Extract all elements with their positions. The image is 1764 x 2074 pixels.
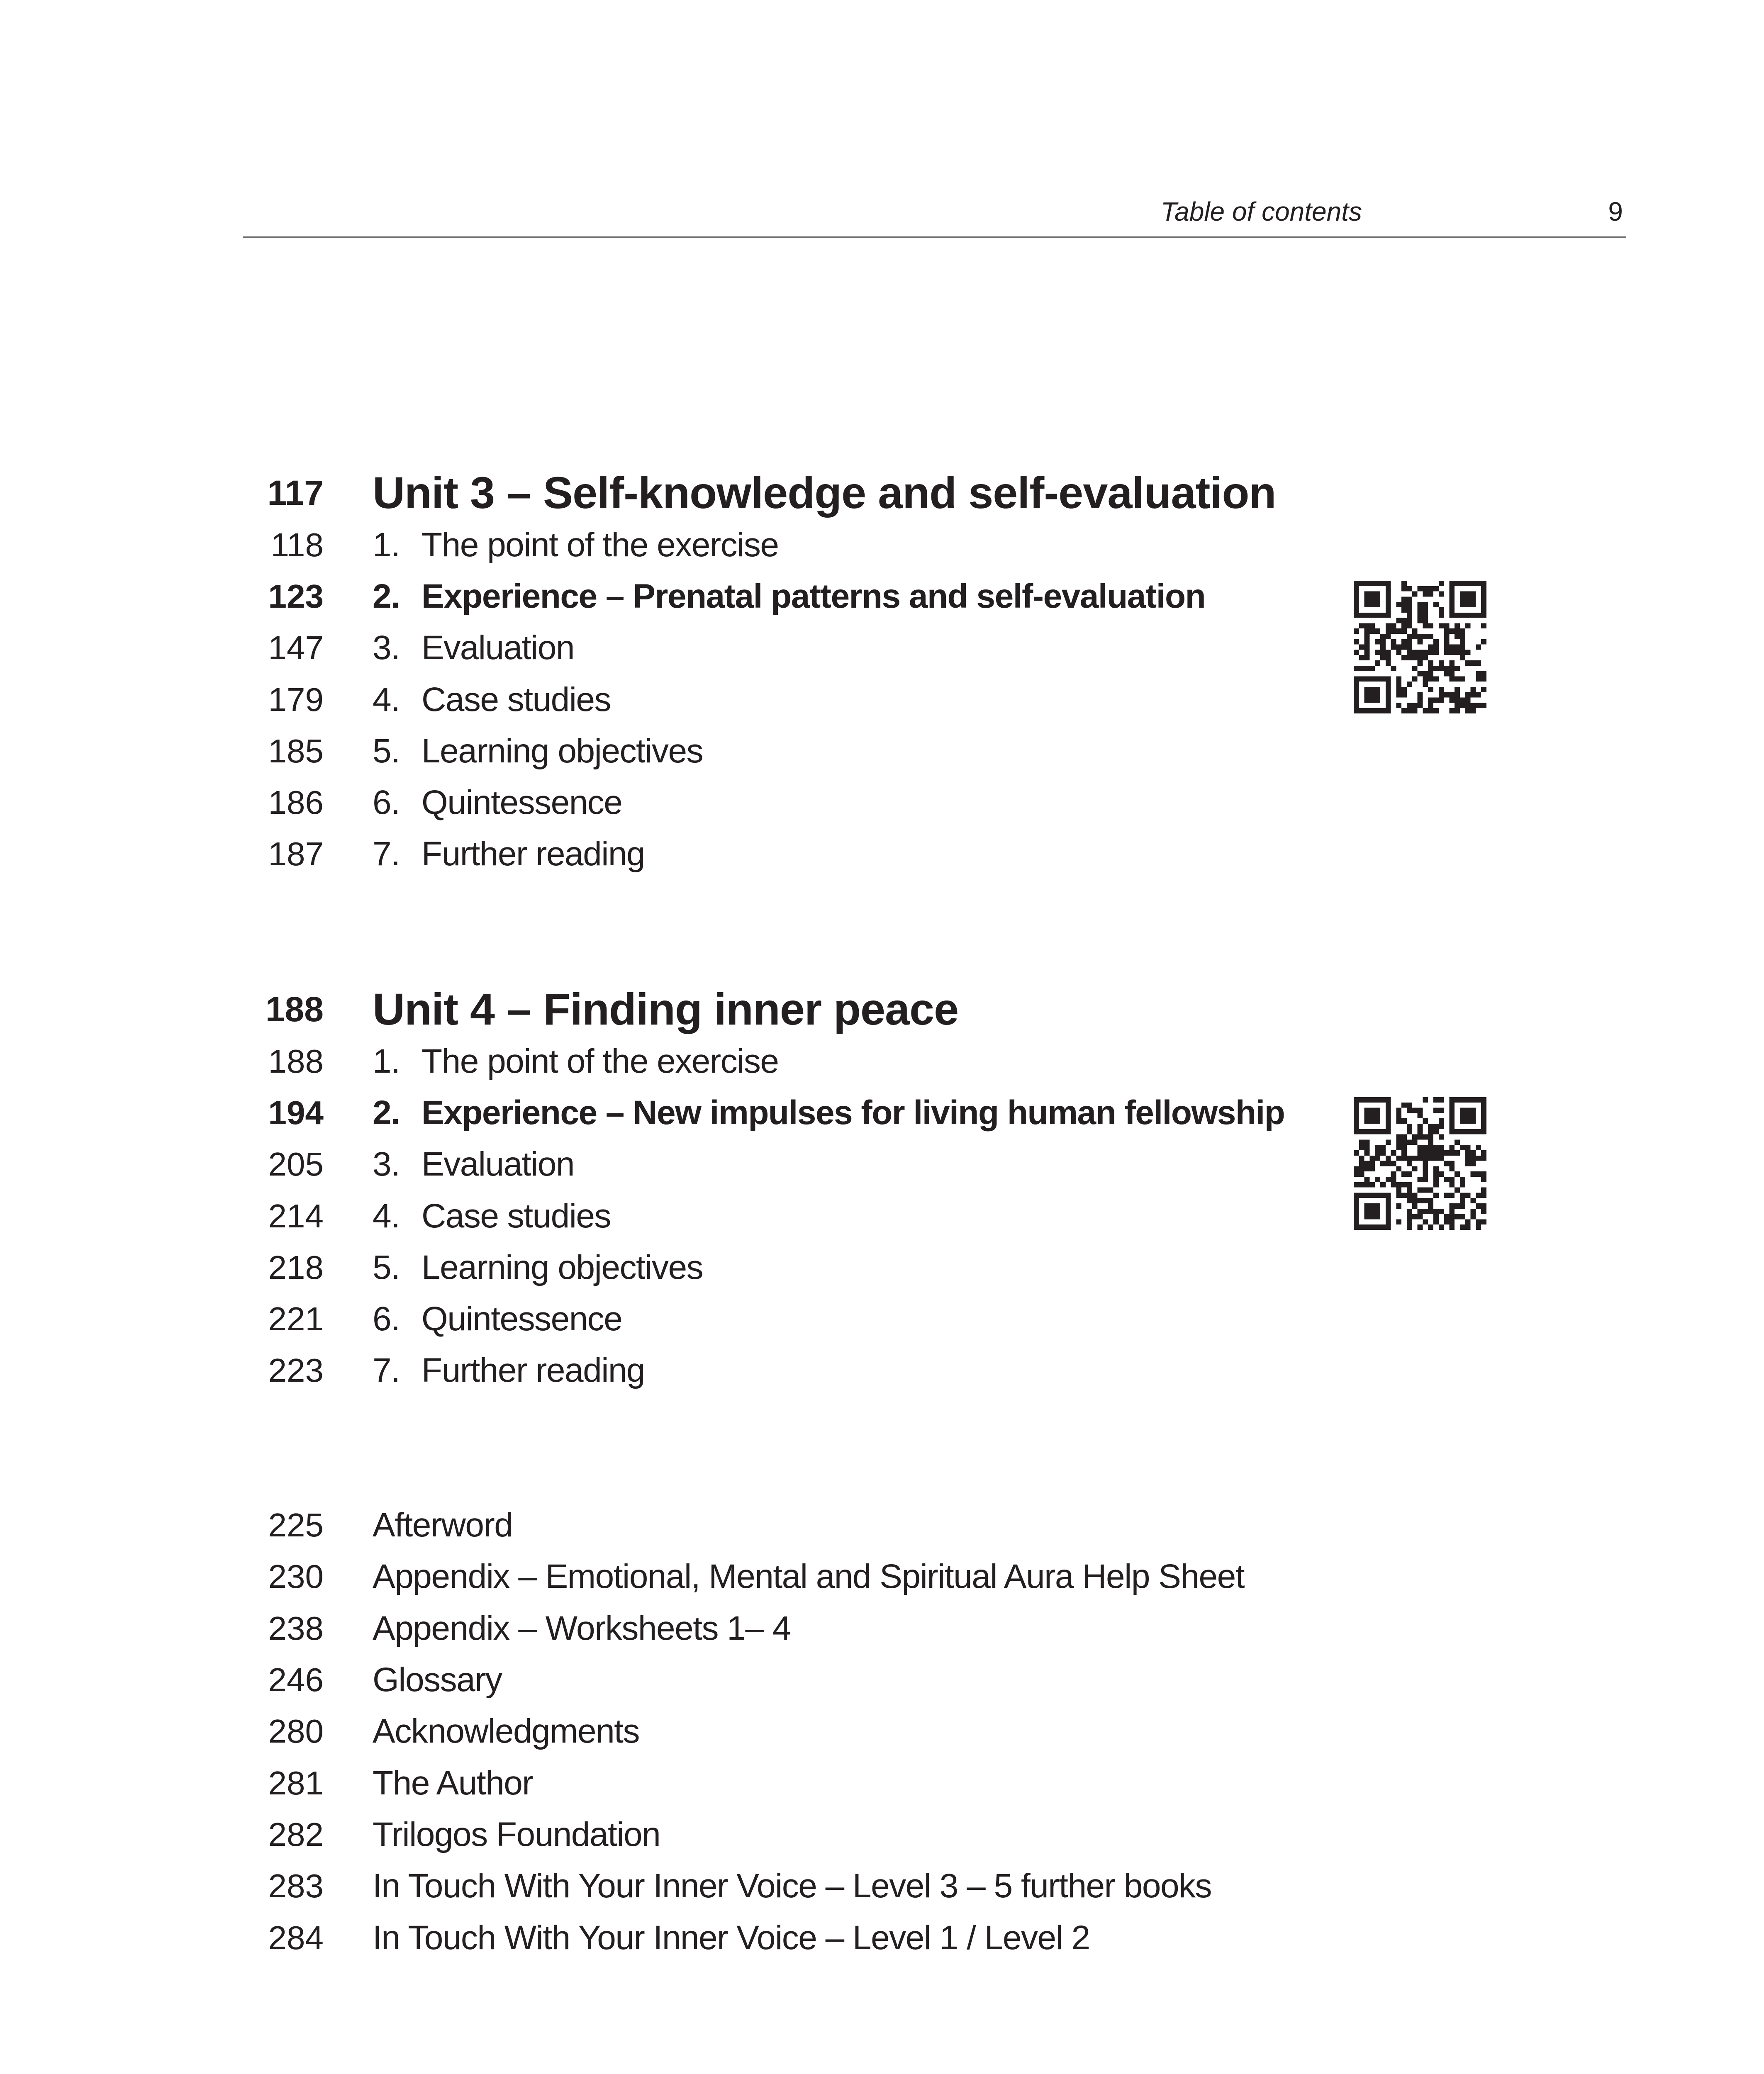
toc-page-number: 123 [268, 578, 324, 615]
toc-entry-title: Further reading [422, 835, 645, 873]
toc-entry[interactable] [0, 725, 1764, 777]
toc-entry-label [373, 828, 645, 880]
toc-entry-title: The point of the exercise [422, 1042, 779, 1080]
toc-entry-label [373, 1345, 645, 1396]
toc-entry[interactable] [0, 828, 1764, 880]
toc-unit-4-heading[interactable] [0, 983, 1764, 1035]
running-header [243, 191, 1626, 238]
toc-entry-marker: 3. [373, 629, 400, 667]
toc-page-number: 188 [265, 990, 324, 1029]
toc-entry[interactable] [0, 1190, 1764, 1242]
toc-page-number: 230 [268, 1558, 324, 1595]
toc-unit-title: Unit 3 – Self-knowledge and self-evaluation [373, 467, 1276, 518]
toc-entry-label [373, 1242, 703, 1293]
toc-entry-label [373, 571, 1205, 622]
toc-page-number: 186 [268, 784, 324, 821]
toc-entry-marker: 6. [373, 1300, 400, 1338]
toc-back-matter-entry[interactable] [0, 1860, 1764, 1912]
toc-entry-label [373, 1036, 778, 1087]
toc-back-matter-entry[interactable] [0, 1912, 1764, 1964]
toc-page-number: 284 [268, 1919, 324, 1956]
toc-back-matter-entry[interactable] [0, 1758, 1764, 1809]
toc-entry-title: In Touch With Your Inner Voice – Level 3 – 5 further books [373, 1867, 1212, 1905]
toc-back-matter-entry[interactable] [0, 1809, 1764, 1860]
toc-entry[interactable] [0, 1293, 1764, 1345]
toc-entry[interactable] [0, 571, 1764, 622]
toc-entry-title: The Author [373, 1764, 533, 1802]
toc-entry-marker: 2. [373, 1094, 400, 1132]
toc-back-matter-entry[interactable] [0, 1551, 1764, 1602]
toc-entry-title: Further reading [422, 1351, 645, 1389]
toc-entry[interactable] [0, 1345, 1764, 1396]
toc-entry-label [373, 519, 778, 571]
page-number: 9 [1608, 197, 1623, 226]
toc-page-number: 223 [268, 1352, 324, 1389]
toc-entry-marker: 7. [373, 835, 400, 873]
toc-page-number: 194 [268, 1094, 324, 1131]
toc-entry-title: Appendix – Worksheets 1– 4 [373, 1609, 791, 1647]
toc-back-matter-entry[interactable] [0, 1654, 1764, 1706]
toc-entry-title: Quintessence [422, 784, 622, 821]
toc-entry[interactable] [0, 1036, 1764, 1087]
toc-entry-label [373, 1190, 611, 1242]
toc-entry-marker: 5. [373, 1249, 400, 1286]
toc-entry-marker: 4. [373, 1197, 400, 1235]
toc-page-number: 282 [268, 1816, 324, 1853]
toc-page-number: 118 [270, 526, 324, 563]
toc-page-number: 179 [268, 681, 324, 718]
toc-entry-title: Acknowledgments [373, 1712, 639, 1750]
toc-entry-title: Quintessence [422, 1300, 622, 1338]
toc-page-number: 205 [268, 1146, 324, 1183]
toc-entry[interactable] [0, 1087, 1764, 1139]
toc-page-number: 147 [268, 629, 324, 666]
toc-entry-marker: 1. [373, 526, 400, 564]
toc-entry-title: Experience – New impulses for living human fellowship [422, 1094, 1285, 1132]
toc-entry-title: Case studies [422, 1197, 611, 1235]
toc-entry-label [373, 1293, 622, 1345]
toc-entry-title: Glossary [373, 1661, 502, 1699]
toc-entry-label [373, 777, 622, 828]
toc-page-number: 281 [268, 1765, 324, 1801]
toc-entry[interactable] [0, 519, 1764, 571]
toc-entry[interactable] [0, 777, 1764, 828]
toc-back-matter-entry[interactable] [0, 1500, 1764, 1551]
qr-code-icon[interactable] [1354, 581, 1486, 713]
toc-entry-title: Appendix – Emotional, Mental and Spiritual Aura Help Sheet [373, 1558, 1245, 1595]
toc-entry-title: Afterword [373, 1506, 513, 1544]
qr-code-icon[interactable] [1354, 1097, 1486, 1230]
toc-page-number: 185 [268, 733, 324, 769]
toc-page-number: 187 [268, 835, 324, 872]
running-title: Table of contents [1160, 197, 1362, 226]
toc-back-matter-entry[interactable] [0, 1603, 1764, 1654]
toc-entry[interactable] [0, 1139, 1764, 1190]
toc-back-matter-entry[interactable] [0, 1706, 1764, 1757]
toc-entry[interactable] [0, 622, 1764, 674]
toc-entry-label [373, 1139, 574, 1190]
toc-entry-label [373, 622, 574, 674]
toc-entry-marker: 2. [373, 577, 400, 615]
toc-page-number: 283 [268, 1867, 324, 1904]
toc-page-number: 221 [268, 1300, 324, 1337]
toc-entry-marker: 1. [373, 1042, 400, 1080]
toc-page-number: 280 [268, 1713, 324, 1750]
toc-page-number: 214 [268, 1198, 324, 1234]
toc-entry-marker: 7. [373, 1351, 400, 1389]
toc-entry-marker: 5. [373, 732, 400, 770]
toc-unit-3-heading[interactable] [0, 467, 1764, 518]
toc-page-number: 117 [267, 473, 324, 512]
toc-page-number: 218 [268, 1249, 324, 1286]
toc-entry-marker: 4. [373, 681, 400, 718]
toc-entry-title: Learning objectives [422, 1249, 703, 1286]
toc-page-number: 225 [268, 1507, 324, 1543]
toc-entry-title: Evaluation [422, 1145, 574, 1183]
toc-entry-marker: 6. [373, 784, 400, 821]
toc-entry-title: Experience – Prenatal patterns and self-evaluation [422, 577, 1206, 615]
toc-entry-title: Learning objectives [422, 732, 703, 770]
toc-page-number: 238 [268, 1610, 324, 1647]
toc-entry-title: In Touch With Your Inner Voice – Level 1 / Level 2 [373, 1919, 1090, 1957]
toc-entry[interactable] [0, 674, 1764, 725]
toc-page-number: 188 [268, 1043, 324, 1080]
toc-entry-marker: 3. [373, 1145, 400, 1183]
toc-entry-title: Evaluation [422, 629, 574, 667]
toc-entry-title: Trilogos Foundation [373, 1816, 660, 1853]
toc-entry-label [373, 1087, 1284, 1139]
toc-entry-label [373, 725, 703, 777]
toc-unit-title: Unit 4 – Finding inner peace [373, 984, 959, 1034]
toc-entry-label [373, 674, 611, 725]
toc-entry-title: The point of the exercise [422, 526, 779, 564]
toc-page-number: 246 [268, 1661, 324, 1698]
toc-entry[interactable] [0, 1242, 1764, 1293]
toc-entry-title: Case studies [422, 681, 611, 718]
